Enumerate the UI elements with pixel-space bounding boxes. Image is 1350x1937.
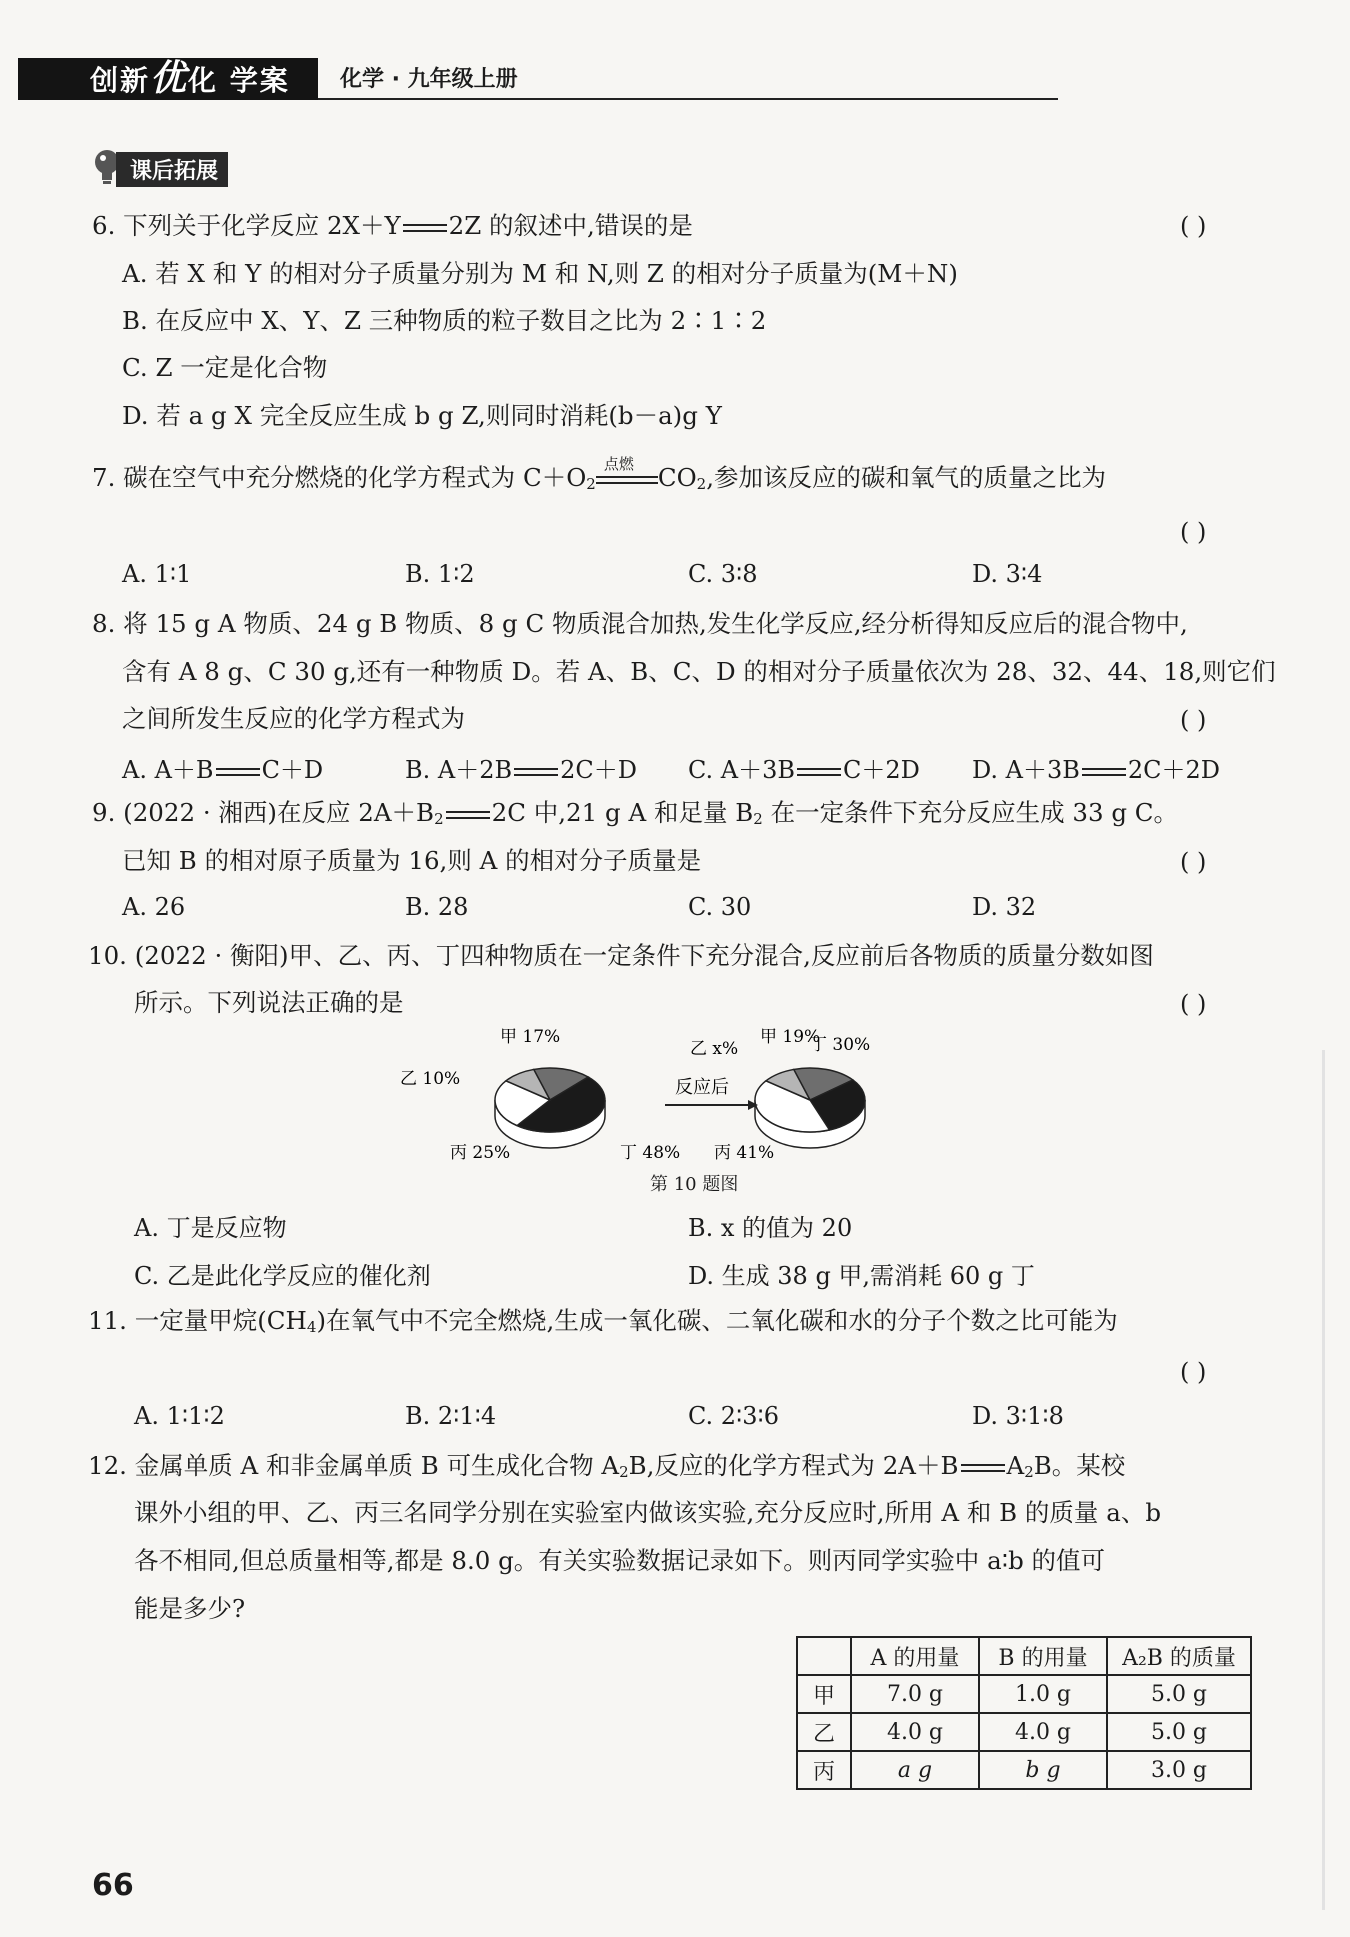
brand-right: 化 学案 xyxy=(188,64,290,97)
q11-option-d: D. 3∶1∶8 xyxy=(972,1402,1064,1430)
q7-o2-sub: 2 xyxy=(586,475,596,493)
brand-mid: 优 xyxy=(150,58,189,99)
table-header-row: A 的用量 B 的用量 A₂B 的质量 xyxy=(797,1637,1251,1675)
q6-stem-head: 6. 下列关于化学反应 2X＋Y xyxy=(92,211,401,240)
header-rule xyxy=(318,98,1058,100)
q7-condition: 点燃 xyxy=(603,454,634,473)
q10-line1: 10. (2022 · 衡阳)甲、乙、丙、丁四种物质在一定条件下充分混合,反应前后各物质的质量分数如图 xyxy=(88,941,1154,970)
q6-stem xyxy=(92,210,693,242)
q7-option-c: C. 3∶8 xyxy=(688,560,758,588)
arrow-label: 反应后 xyxy=(675,1077,729,1098)
q8-option-a: A. A＋B C＋D xyxy=(122,756,324,784)
q6-stem-tail: 2Z 的叙述中,错误的是 xyxy=(448,211,693,240)
q10-line2: 所示。下列说法正确的是 xyxy=(134,988,404,1017)
q7-co2-sub: 2 xyxy=(696,475,707,493)
pie-label: 丁 48% xyxy=(620,1143,681,1163)
brand-logo xyxy=(18,58,318,100)
q7-answer-blank: ( ) xyxy=(1180,518,1207,546)
q6-option-a: A. 若 X 和 Y 的相对分子质量分别为 M 和 N,则 Z 的相对分子质量为(M＋N) xyxy=(122,259,958,288)
q8-line2: 含有 A 8 g、C 30 g,还有一种物质 D。若 A、B、C、D 的相对分子质量依次为 28、32、44、18,则它们 xyxy=(122,657,1276,686)
q12-line3: 各不相同,但总质量相等,都是 8.0 g。有关实验数据记录如下。则丙同学实验中 a∶b 的值可 xyxy=(134,1546,1106,1575)
pie-label: 丁 30% xyxy=(810,1035,871,1055)
q9-option-a: A. 26 xyxy=(122,893,186,921)
q10-answer-blank: ( ) xyxy=(1180,990,1207,1018)
q8-line1: 8. 将 15 g A 物质、24 g B 物质、8 g C 物质混合加热,发生化学反应,经分析得知反应后的混合物中, xyxy=(92,609,1188,638)
q8-option-c: C. A＋3B C＋2D xyxy=(688,756,920,784)
q11-option-a: A. 1∶1∶2 xyxy=(134,1402,225,1430)
table-row: 乙 4.0 g 4.0 g 5.0 g xyxy=(797,1713,1251,1751)
q7-stem-head: 7. 碳在空气中充分燃烧的化学方程式为 C＋O xyxy=(92,463,587,492)
q11-option-c: C. 2∶3∶6 xyxy=(688,1402,780,1430)
q6-option-c: C. Z 一定是化合物 xyxy=(122,353,328,382)
pie-label: 乙 10% xyxy=(400,1069,461,1089)
q7-co2: CO xyxy=(657,463,697,492)
q11-option-b: B. 2∶1∶4 xyxy=(405,1402,497,1430)
q9-option-c: C. 30 xyxy=(688,893,752,921)
figure-caption: 第 10 题图 xyxy=(650,1174,739,1195)
pie-before xyxy=(495,1068,605,1148)
q6-answer-blank: ( ) xyxy=(1180,212,1207,240)
q7-option-d: D. 3∶4 xyxy=(972,560,1043,588)
q9-answer-blank: ( ) xyxy=(1180,848,1207,876)
q9-line2: 已知 B 的相对原子质量为 16,则 A 的相对分子质量是 xyxy=(122,846,702,875)
q10-option-c: C. 乙是此化学反应的催化剂 xyxy=(134,1262,431,1290)
pie-label: 甲 17% xyxy=(500,1027,561,1047)
table-row: 甲 7.0 g 1.0 g 5.0 g xyxy=(797,1675,1251,1713)
equals-arrow xyxy=(401,220,449,236)
q10-option-b: B. x 的值为 20 xyxy=(688,1214,853,1242)
pie-after xyxy=(755,1068,865,1148)
reaction-condition xyxy=(596,454,658,490)
pie-label: 丙 41% xyxy=(714,1143,775,1163)
q11-stem: 11. 一定量甲烷$(CH_4)$在氧气中不完全燃烧,生成一氧化碳、二氧化碳和水的分子个数之比可能为 xyxy=(88,1306,1118,1336)
q12-line1: 12. 金属单质 A 和非金属单质 B 可生成化合物 $A_2B$,反应的化学方程式为 2A＋B $A_2B$。某校 xyxy=(88,1451,1126,1481)
table-row: 丙 a g b g 3.0 g xyxy=(797,1751,1251,1789)
page-edge-shadow xyxy=(1322,1050,1325,1910)
pie-label: 乙 x% xyxy=(690,1039,739,1059)
q10-option-a: A. 丁是反应物 xyxy=(134,1214,287,1242)
q9-line1: 9. (2022 · 湘西)在反应 $2A+B_2$ 2C 中,21 g A 和足量 $B_2$ 在一定条件下充分反应生成 33 g C。 xyxy=(92,798,1179,828)
q8-option-b: B. A＋2B 2C＋D xyxy=(405,756,638,784)
q12-line4: 能是多少? xyxy=(134,1594,246,1623)
q8-line3: 之间所发生反应的化学方程式为 xyxy=(122,704,465,733)
section-title: 课后拓展 xyxy=(116,152,228,187)
q9-option-d: D. 32 xyxy=(972,893,1037,921)
q6-option-d: D. 若 a g X 完全反应生成 b g Z,则同时消耗(b－a)g Y xyxy=(122,401,722,430)
q11-answer-blank: ( ) xyxy=(1180,1358,1207,1386)
q10-option-d: D. 生成 38 g 甲,需消耗 60 g 丁 xyxy=(688,1262,1035,1290)
page-header xyxy=(18,58,1058,100)
reaction-arrow xyxy=(665,1077,758,1110)
q10-pie-figure xyxy=(400,1027,960,1170)
header-subject: 化学 · 九年级上册 xyxy=(340,67,518,92)
q8-option-d: D. A＋3B 2C＋2D xyxy=(972,756,1221,784)
pie-label: 甲 19% xyxy=(760,1027,821,1047)
q8-answer-blank: ( ) xyxy=(1180,706,1207,734)
q7-option-a: A. 1∶1 xyxy=(122,560,192,588)
q12-line2: 课外小组的甲、乙、丙三名同学分别在实验室内做该实验,充分反应时,所用 A 和 B 的质量 a、b xyxy=(134,1498,1161,1527)
q7-stem-tail: ,参加该反应的碳和氧气的质量之比为 xyxy=(706,463,1107,492)
pie-label: 丙 25% xyxy=(450,1143,511,1163)
q7-option-b: B. 1∶2 xyxy=(405,560,475,588)
q9-option-b: B. 28 xyxy=(405,893,469,921)
q6-option-b: B. 在反应中 X、Y、Z 三种物质的粒子数目之比为 2∶1∶2 xyxy=(122,306,767,335)
brand-left: 创新 xyxy=(90,64,151,97)
page-number: 66 xyxy=(92,1868,134,1903)
q7-stem xyxy=(92,454,1107,500)
q12-data-table xyxy=(796,1636,1252,1790)
